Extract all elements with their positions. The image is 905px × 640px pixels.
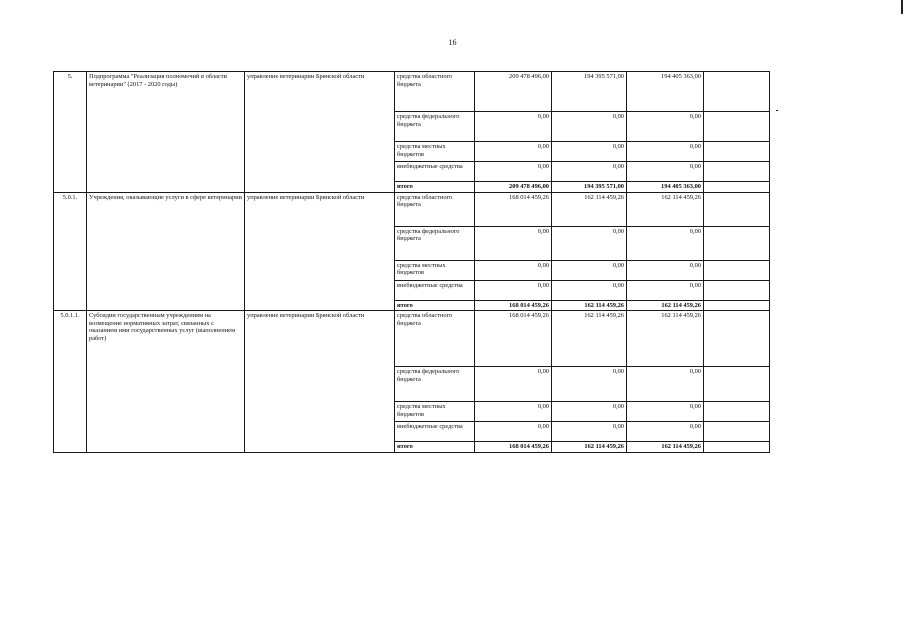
empty-cell <box>704 182 770 193</box>
amount-2: 0,00 <box>552 142 627 162</box>
amount-3: 0,00 <box>627 142 704 162</box>
amount-2: 0,00 <box>552 367 627 402</box>
funding-source: итого <box>395 300 475 311</box>
funding-source: средства местных бюджетов <box>395 260 475 280</box>
table-row <box>54 311 770 367</box>
funding-source: средства федерального бюджета <box>395 112 475 142</box>
funding-source: внебюджетные средства <box>395 422 475 442</box>
empty-cell <box>704 442 770 453</box>
amount-3: 162 114 459,26 <box>627 311 704 367</box>
amount-1: 0,00 <box>475 142 552 162</box>
amount-3: 194 405 363,00 <box>627 72 704 112</box>
amount-1: 0,00 <box>475 422 552 442</box>
amount-3: 0,00 <box>627 162 704 182</box>
amount-3: 0,00 <box>627 226 704 260</box>
funding-source: средства местных бюджетов <box>395 142 475 162</box>
executor: управление ветеринарии Брянской области <box>245 72 395 193</box>
program-name: Субсидии государственным учреждениям на возмещение нормативных затрат, связанных с оказанием ими государственных услуг (выполнением работ) <box>87 311 245 453</box>
empty-cell <box>704 260 770 280</box>
amount-2: 0,00 <box>552 260 627 280</box>
amount-2: 0,00 <box>552 280 627 300</box>
amount-2: 162 114 459,26 <box>552 311 627 367</box>
budget-table <box>53 71 770 453</box>
amount-3: 194 405 363,00 <box>627 182 704 193</box>
amount-2: 0,00 <box>552 112 627 142</box>
amount-1: 168 014 459,26 <box>475 192 552 226</box>
empty-cell <box>704 226 770 260</box>
row-number: 5.0.1.1. <box>54 311 87 453</box>
amount-1: 209 478 496,00 <box>475 72 552 112</box>
amount-3: 0,00 <box>627 260 704 280</box>
amount-1: 0,00 <box>475 367 552 402</box>
amount-2: 0,00 <box>552 226 627 260</box>
amount-1: 0,00 <box>475 280 552 300</box>
amount-1: 168 014 459,26 <box>475 442 552 453</box>
empty-cell <box>704 422 770 442</box>
amount-1: 0,00 <box>475 260 552 280</box>
amount-3: 0,00 <box>627 112 704 142</box>
funding-source: средства областного бюджета <box>395 311 475 367</box>
empty-cell <box>704 402 770 422</box>
empty-cell <box>704 300 770 311</box>
amount-3: 0,00 <box>627 280 704 300</box>
amount-1: 0,00 <box>475 112 552 142</box>
empty-cell <box>704 192 770 226</box>
amount-1: 0,00 <box>475 402 552 422</box>
program-name: Учреждения, оказывающие услуги в сфере ветеринарии <box>87 192 245 311</box>
funding-source: внебюджетные средства <box>395 280 475 300</box>
program-name: Подпрограмма "Реализация полномочий в области ветеринарии" (2017 - 2020 годы) <box>87 72 245 193</box>
funding-source: средства местных бюджетов <box>395 402 475 422</box>
amount-3: 162 114 459,26 <box>627 300 704 311</box>
amount-1: 168 014 459,26 <box>475 300 552 311</box>
executor: управление ветеринарии Брянской области <box>245 192 395 311</box>
amount-1: 209 478 496,00 <box>475 182 552 193</box>
row-number: 5. <box>54 72 87 193</box>
amount-3: 162 114 459,26 <box>627 442 704 453</box>
amount-2: 0,00 <box>552 422 627 442</box>
amount-3: 0,00 <box>627 367 704 402</box>
empty-cell <box>704 142 770 162</box>
funding-source: средства федерального бюджета <box>395 367 475 402</box>
funding-source: средства областного бюджета <box>395 72 475 112</box>
funding-source: итого <box>395 182 475 193</box>
funding-source: внебюджетные средства <box>395 162 475 182</box>
amount-1: 0,00 <box>475 226 552 260</box>
amount-3: 0,00 <box>627 402 704 422</box>
amount-2: 194 395 571,00 <box>552 72 627 112</box>
row-number: 5.0.1. <box>54 192 87 311</box>
funding-source: средства областного бюджета <box>395 192 475 226</box>
scan-dot <box>776 110 778 111</box>
funding-source: итого <box>395 442 475 453</box>
scan-mark <box>901 0 903 14</box>
amount-2: 162 114 459,26 <box>552 442 627 453</box>
table-row <box>54 192 770 226</box>
amount-2: 162 114 459,26 <box>552 192 627 226</box>
executor: управление ветеринарии Брянской области <box>245 311 395 453</box>
empty-cell <box>704 162 770 182</box>
table-row <box>54 72 770 112</box>
empty-cell <box>704 280 770 300</box>
empty-cell <box>704 367 770 402</box>
amount-3: 162 114 459,26 <box>627 192 704 226</box>
amount-2: 0,00 <box>552 402 627 422</box>
amount-2: 0,00 <box>552 162 627 182</box>
amount-3: 0,00 <box>627 422 704 442</box>
amount-1: 0,00 <box>475 162 552 182</box>
amount-2: 194 395 571,00 <box>552 182 627 193</box>
amount-2: 162 114 459,26 <box>552 300 627 311</box>
empty-cell <box>704 72 770 112</box>
empty-cell <box>704 311 770 367</box>
empty-cell <box>704 112 770 142</box>
page-number: 16 <box>448 38 457 47</box>
funding-source: средства федерального бюджета <box>395 226 475 260</box>
amount-1: 168 014 459,26 <box>475 311 552 367</box>
